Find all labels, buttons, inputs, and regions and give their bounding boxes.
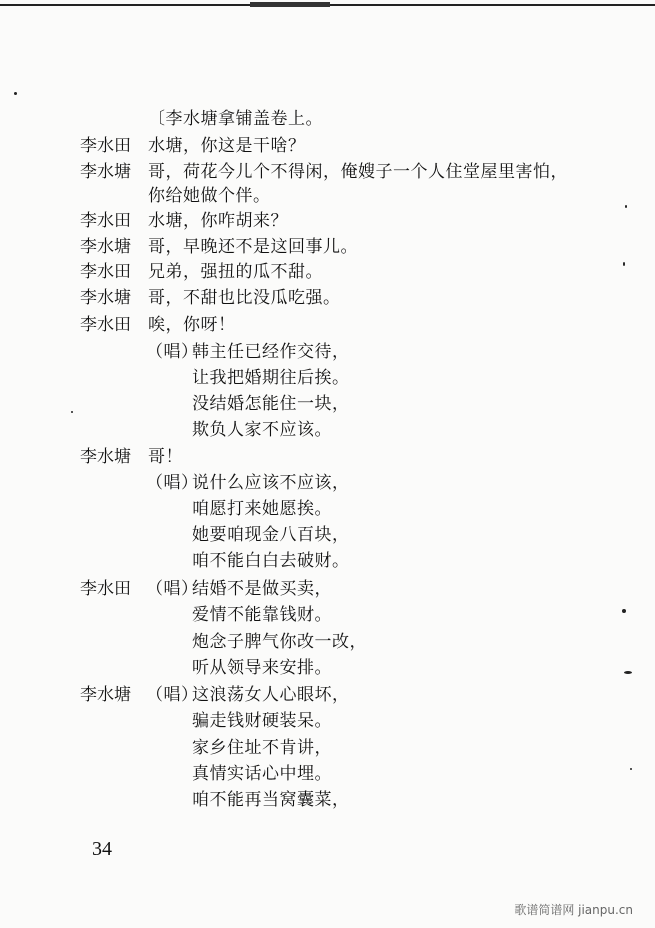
page-number: 34 (92, 838, 112, 860)
dialogue-text: 水塘，你这是干啥？ (148, 136, 306, 156)
scan-speck (623, 262, 625, 266)
sing-marker: （唱） (146, 342, 199, 362)
scan-speck (622, 609, 626, 613)
lyric-line: 炮念子脾气你改一改， (192, 632, 367, 652)
lyric-line: 韩主任已经作交待， (192, 342, 350, 362)
scan-speck (630, 768, 632, 770)
speaker: 李水田 (80, 579, 131, 599)
dialogue-text: 哥！ (148, 447, 183, 467)
dialogue-text: 兄弟，强扭的瓜不甜。 (148, 262, 323, 282)
scan-speck (624, 671, 632, 674)
lyric-line: 咱不能再当窝囊菜， (192, 790, 350, 810)
lyric-line: 让我把婚期往后挨。 (192, 368, 350, 388)
lyric-line: 家乡住址不肯讲， (192, 738, 332, 758)
dialogue-text: 哥，荷花今儿个不得闲，俺嫂子一个人住堂屋里害怕， (148, 162, 568, 182)
lyric-line: 说什么应该不应该， (192, 473, 350, 493)
speaker: 李水塘 (80, 685, 131, 705)
lyric-line: 爱情不能靠钱财。 (192, 605, 332, 625)
speaker: 李水塘 (80, 237, 131, 257)
sing-marker: （唱） (146, 579, 199, 599)
speaker: 李水塘 (80, 288, 131, 308)
lyric-line: 没结婚怎能住一块， (192, 394, 350, 414)
lyric-line: 咱愿打来她愿挨。 (192, 499, 332, 519)
dialogue-text: 你给她做个伴。 (148, 186, 271, 206)
dialogue-text: 水塘，你咋胡来？ (148, 211, 288, 231)
lyric-line: 欺负人家不应该。 (192, 420, 332, 440)
sing-marker: （唱） (146, 473, 199, 493)
lyric-line: 这浪荡女人心眼坏， (192, 685, 350, 705)
lyric-line: 听从领导来安排。 (192, 658, 332, 678)
speaker: 李水塘 (80, 447, 131, 467)
lyric-line: 结婚不是做买卖， (192, 579, 332, 599)
speaker: 李水田 (80, 262, 131, 282)
stage-direction: 〔李水塘拿铺盖卷上。 (148, 109, 323, 129)
scan-speck (625, 205, 627, 208)
watermark: 歌谱简谱网 jianpu.cn (514, 903, 633, 917)
dialogue-text: 哥，不甜也比没瓜吃强。 (148, 288, 341, 308)
scan-speck (71, 411, 73, 413)
speaker: 李水田 (80, 136, 131, 156)
scan-speck (14, 92, 17, 95)
dialogue-text: 唉，你呀！ (148, 315, 236, 335)
speaker: 李水田 (80, 211, 131, 231)
sing-marker: （唱） (146, 685, 199, 705)
speaker: 李水田 (80, 315, 131, 335)
lyric-line: 骗走钱财硬装呆。 (192, 711, 332, 731)
lyric-line: 咱不能白白去破财。 (192, 551, 350, 571)
top-rule-mark (250, 2, 330, 7)
lyric-line: 她要咱现金八百块， (192, 525, 350, 545)
dialogue-text: 哥，早晚还不是这回事儿。 (148, 237, 358, 257)
speaker: 李水塘 (80, 162, 131, 182)
lyric-line: 真情实话心中埋。 (192, 764, 332, 784)
